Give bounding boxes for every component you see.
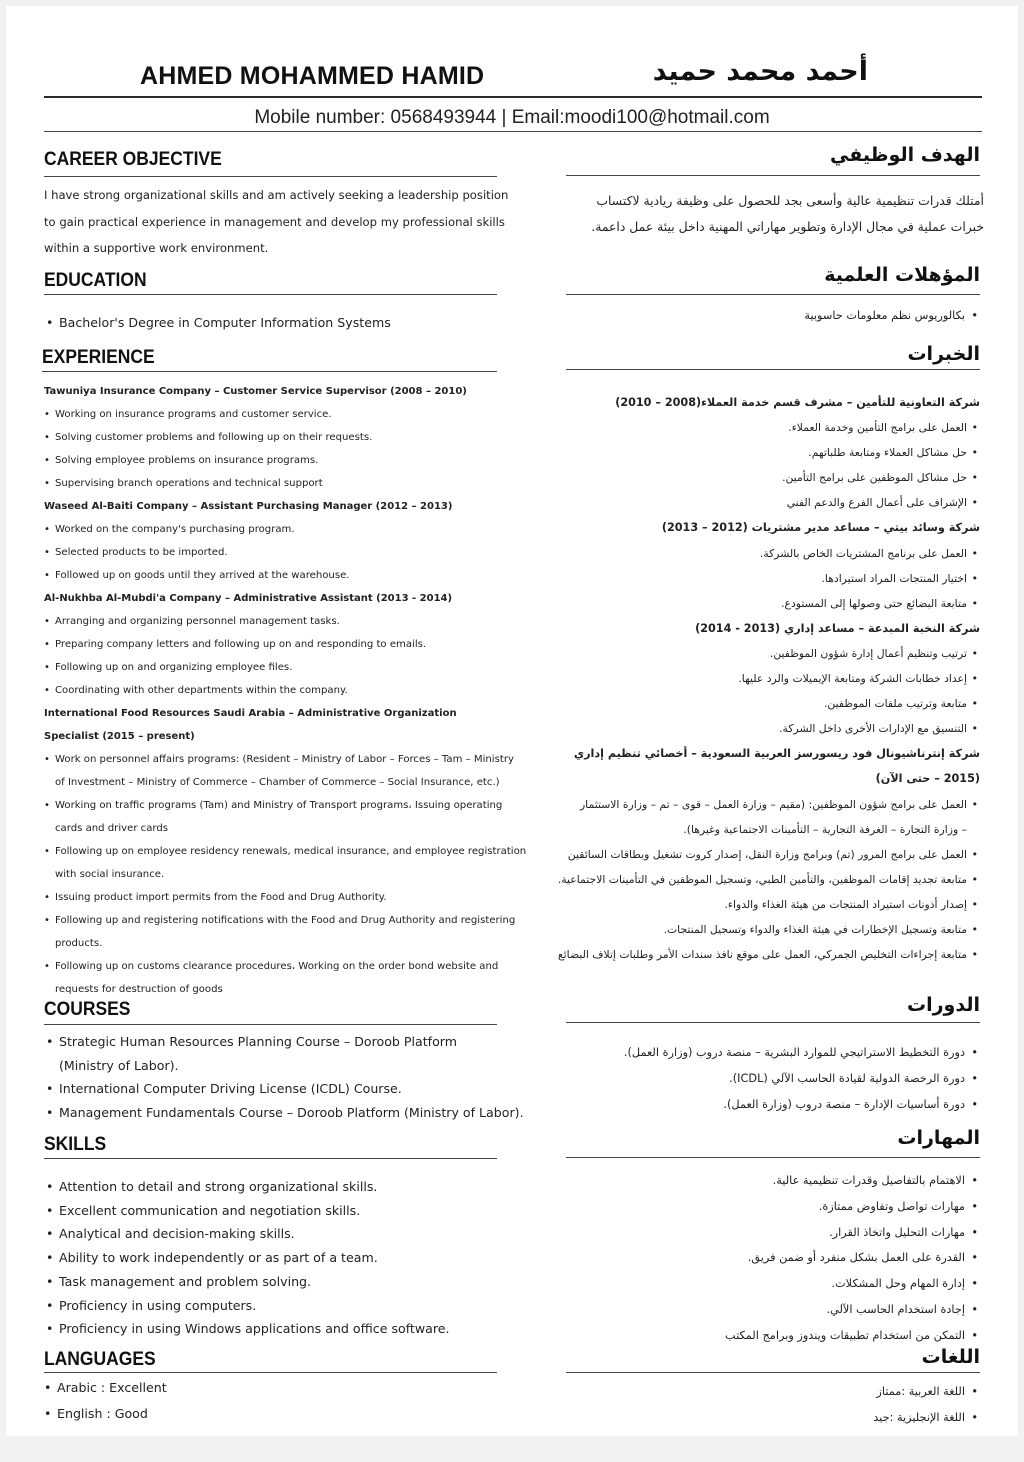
header-divider-top (44, 96, 982, 98)
list-item: • اختيار المنتجات المراد استيرادها. (510, 566, 980, 591)
list-item: • العمل على برامج التأمين وخدمة العملاء. (510, 415, 980, 440)
list-item-wrap: – وزارة التجارة – الغرفة التجارية – التأمينات الاجتماعية وغيرها). (683, 822, 967, 836)
list-item: • مهارات تواصل وتفاوض ممتازة. (530, 1194, 980, 1220)
list-item: • اللغة الإنجليزية :جيد (680, 1405, 980, 1431)
list-item: • الإشراف على أعمال الفرع والدعم الفني (510, 490, 980, 515)
education-list-en (44, 311, 514, 335)
list-item: • Ability to work independently or as part of a team. (44, 1246, 534, 1270)
name-english: AHMED MOHAMMED HAMID (140, 62, 485, 90)
list-item: • Excellent communication and negotiation skills. (44, 1199, 534, 1223)
list-item: • العمل على برنامج المشتريات الخاص بالشركة. (510, 541, 980, 566)
company-title: Waseed Al-Baiti Company – Assistant Purchasing Manager (2012 – 2013) (44, 501, 453, 512)
list-item: • Analytical and decision-making skills. (44, 1222, 534, 1246)
section-divider (44, 1158, 497, 1159)
list-item: • Solving employee problems on insurance programs. (44, 449, 534, 472)
list-item: • دورة الرخصة الدولية لقيادة الحاسب الآلي (ICDL). (530, 1066, 980, 1092)
list-item: • متابعة وترتيب ملفات الموظفين. (510, 691, 980, 716)
list-item: • Coordinating with other departments within the company. (44, 679, 534, 702)
company-title: Al-Nukhba Al-Mubdi'a Company – Administrative Assistant (2013 - 2014) (44, 593, 453, 604)
list-item: • Following up on and organizing employee files. (44, 656, 534, 679)
languages-list-en (42, 1375, 342, 1427)
list-item-wrap: of Investment – Ministry of Commerce – Chamber of Commerce – Social Insurance, etc.) (55, 777, 500, 788)
section-divider (566, 1157, 980, 1158)
career-objective-heading: CAREER OBJECTIVE (44, 149, 222, 170)
contact-line: Mobile number: 0568493944 | Email:moodi100@hotmail.com (254, 107, 770, 128)
company-title: شركة إنترناشيونال فود ريسورسز العربية السعودية – أخصائي تنظيم إداري (573, 747, 980, 761)
company-title: Tawuniya Insurance Company – Customer Service Supervisor (2008 – 2010) (44, 386, 467, 397)
experience-list-en (44, 380, 534, 1001)
section-divider (44, 294, 497, 295)
list-item: • Supervising branch operations and technical support (44, 472, 534, 495)
experience-heading-ar: الخبرات (907, 343, 980, 365)
company-title: (2015 – حتى الآن) (875, 772, 980, 786)
list-item: • متابعة تجديد إقامات الموظفين، والتأمين الطبي، وتسجيل الموظفين في التأمينات الاجتماعية. (510, 867, 980, 892)
list-item: • Arabic : Excellent (42, 1375, 342, 1401)
list-item: • Following up on employee residency renewals, medical insurance, and employee registration (44, 840, 534, 863)
list-item: • دورة أساسيات الإدارة – منصة دروب (وزارة العمل). (530, 1092, 980, 1118)
list-item: • Preparing company letters and following up on and responding to emails. (44, 633, 534, 656)
courses-list-en (44, 1030, 534, 1125)
list-item: • العمل على برامج المرور (تم) وبرامج وزارة النقل، إصدار كروت تشغيل وبطاقات السائقين (510, 842, 980, 867)
experience-list-ar (510, 390, 980, 967)
list-item-wrap: with social insurance. (55, 869, 165, 880)
list-item: • متابعة إجراءات التخليص الجمركي، العمل على موقع نافذ سندات الأمر وطلبات إتلاف البضائع (510, 942, 980, 967)
education-list-ar (530, 303, 980, 329)
list-item: • متابعة وتسجيل الإخطارات في هيئة الغذاء والدواء وتسجيل المنتجات. (510, 917, 980, 942)
section-divider (566, 175, 980, 176)
skills-list-en (44, 1175, 534, 1341)
list-item: • اللغة العربية :ممتاز (680, 1379, 980, 1405)
company-title: شركة التعاونية للتأمين – مشرف قسم خدمة العملاء(2008 – 2010) (615, 396, 980, 409)
list-item-wrap: cards and driver cards (55, 823, 169, 834)
resume-page (6, 6, 1018, 1436)
section-divider (566, 1022, 980, 1023)
languages-heading: LANGUAGES (44, 1349, 156, 1370)
list-item: • Solving customer problems and following up on their requests. (44, 426, 534, 449)
list-item: • مهارات التحليل واتخاذ القرار. (530, 1220, 980, 1246)
list-item: • Followed up on goods until they arrived at the warehouse. (44, 564, 534, 587)
name-arabic: أحمد محمد حميد (652, 56, 868, 87)
list-item: • Management Fundamentals Course – Doroob Platform (Ministry of Labor). (44, 1101, 534, 1125)
list-item: • التنسيق مع الإدارات الأخرى داخل الشركة. (510, 716, 980, 741)
section-divider (44, 1372, 497, 1373)
company-title: شركة وسائد بيتي – مساعد مدير مشتريات (2012 – 2013) (661, 521, 980, 535)
list-item: • English : Good (42, 1401, 342, 1427)
list-item: • Following up on customs clearance procedures، Working on the order bond website and (44, 955, 534, 978)
list-item: • القدرة على العمل بشكل منفرد أو ضمن فريق. (530, 1245, 980, 1271)
list-item: • متابعة البضائع حتى وصولها إلى المستودع. (510, 591, 980, 616)
company-title: شركة النخبة المبدعة – مساعد إداري (2013 - 2014) (695, 621, 980, 635)
list-item-wrap: (Ministry of Labor). (59, 1057, 179, 1073)
education-heading: EDUCATION (44, 270, 147, 291)
list-item: • Working on traffic programs (Tam) and Ministry of Transport programs، Issuing operating (44, 794, 534, 817)
company-title: International Food Resources Saudi Arabia – Administrative Organization (44, 708, 457, 719)
list-item-wrap: products. (55, 938, 103, 949)
section-divider (44, 1024, 497, 1025)
list-item: • Bachelor's Degree in Computer Information Systems (44, 311, 514, 335)
list-item: • الاهتمام بالتفاصيل وقدرات تنظيمية عالية. (530, 1168, 980, 1194)
list-item: • حل مشاكل الموظفين على برامج التأمين. (510, 465, 980, 490)
list-item: • العمل على برامج شؤون الموظفين: (مقيم – وزارة العمل – قوى – تم – وزارة الاستثمار (510, 792, 980, 817)
courses-heading-ar: الدورات (907, 994, 980, 1016)
list-item: • إجادة استخدام الحاسب الآلي. (530, 1297, 980, 1323)
languages-list-ar (680, 1379, 980, 1431)
list-item: • International Computer Driving License (ICDL) Course. (44, 1077, 534, 1101)
list-item: • Worked on the company's purchasing program. (44, 518, 534, 541)
skills-heading: SKILLS (44, 1134, 107, 1155)
career-objective-heading-ar: الهدف الوظيفي (830, 144, 980, 166)
section-divider (44, 176, 497, 177)
list-item-wrap: requests for destruction of goods (55, 984, 223, 995)
list-item: • إعداد خطابات الشركة ومتابعة الإيميلات والرد عليها. (510, 666, 980, 691)
skills-heading-ar: المهارات (897, 1127, 980, 1149)
list-item: • Working on insurance programs and customer service. (44, 403, 534, 426)
list-item: • إصدار أذونات استيراد المنتجات من هيئة الغذاء والدواء. (510, 892, 980, 917)
career-objective-text-en: I have strong organizational skills and am actively seeking a leadership position to gain practical experience in management and develop my professional skills within a supportive work environment. (44, 188, 509, 255)
section-divider (42, 371, 497, 372)
list-item: • Arranging and organizing personnel management tasks. (44, 610, 534, 633)
career-objective-text-ar: أمتلك قدرات تنظيمية عالية وأسعى بجد للحصول على وظيفة ريادية لاكتساب خبرات عملية في مجال الإدارة وتطوير مهاراتي المهنية داخل بيئة عمل داعمة. (591, 193, 984, 234)
education-heading-ar: المؤهلات العلمية (824, 264, 980, 286)
list-item: • Strategic Human Resources Planning Course – Doroob Platform (44, 1030, 534, 1054)
courses-heading: COURSES (44, 999, 131, 1020)
company-title: Specialist (2015 – present) (44, 731, 195, 742)
section-divider (566, 369, 980, 370)
list-item: • Proficiency in using computers. (44, 1294, 534, 1318)
experience-heading: EXPERIENCE (42, 347, 155, 368)
list-item: • دورة التخطيط الاستراتيجي للموارد البشرية – منصة دروب (وزارة العمل). (530, 1040, 980, 1066)
list-item: • Following up and registering notifications with the Food and Drug Authority and registering (44, 909, 534, 932)
header-divider-bottom (44, 131, 982, 132)
languages-heading-ar: اللغات (921, 1346, 980, 1368)
list-item: • Issuing product import permits from the Food and Drug Authority. (44, 886, 534, 909)
list-item: • ترتيب وتنظيم أعمال إدارة شؤون الموظفين. (510, 641, 980, 666)
list-item: • Proficiency in using Windows applications and office software. (44, 1317, 534, 1341)
list-item: • بكالوريوس نظم معلومات حاسوبية (530, 303, 980, 329)
list-item: • إدارة المهام وحل المشكلات. (530, 1271, 980, 1297)
courses-list-ar (530, 1040, 980, 1117)
list-item: • حل مشاكل العملاء ومتابعة طلباتهم. (510, 440, 980, 465)
list-item: • Work on personnel affairs programs: (Resident – Ministry of Labor – Forces – Tam – Ministry (44, 748, 534, 771)
list-item: • Attention to detail and strong organizational skills. (44, 1175, 534, 1199)
list-item: • Selected products to be imported. (44, 541, 534, 564)
skills-list-ar (530, 1168, 980, 1349)
list-item: • Task management and problem solving. (44, 1270, 534, 1294)
section-divider (566, 1372, 980, 1373)
list-item: • التمكن من استخدام تطبيقات ويندوز وبرامج المكتب (530, 1323, 980, 1349)
section-divider (566, 294, 980, 295)
